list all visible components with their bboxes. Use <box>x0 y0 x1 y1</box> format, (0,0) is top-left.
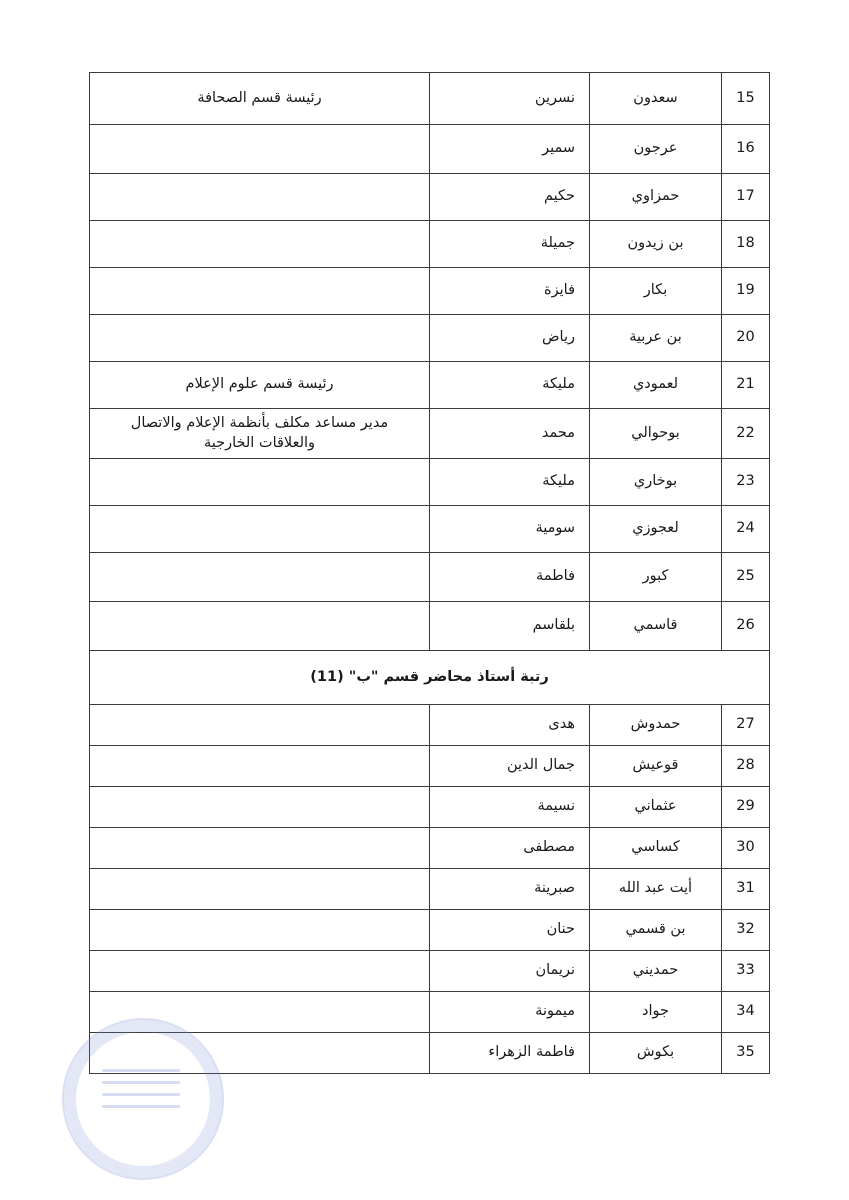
position-cell <box>90 268 430 315</box>
table-row <box>90 951 770 992</box>
last-name-cell: حمزاوي <box>590 174 722 221</box>
first-name-cell: سومية <box>430 506 590 553</box>
staff-table-body <box>90 73 770 1074</box>
first-name-cell: هدى <box>430 705 590 746</box>
row-number-cell: 33 <box>722 951 770 992</box>
table-row <box>90 315 770 362</box>
last-name-cell: بن قسمي <box>590 910 722 951</box>
last-name-cell: حمديني <box>590 951 722 992</box>
last-name-cell: قوعيش <box>590 746 722 787</box>
row-number-cell: 16 <box>722 125 770 174</box>
first-name-cell: حكيم <box>430 174 590 221</box>
last-name-cell: حمدوش <box>590 705 722 746</box>
table-row <box>90 459 770 506</box>
last-name-cell: بوخاري <box>590 459 722 506</box>
row-number-cell: 30 <box>722 828 770 869</box>
first-name-cell: نسرين <box>430 73 590 125</box>
row-number-cell: 22 <box>722 409 770 459</box>
last-name-cell: لعمودي <box>590 362 722 409</box>
first-name-cell: ميمونة <box>430 992 590 1033</box>
table-row <box>90 125 770 174</box>
table-row <box>90 992 770 1033</box>
first-name-cell: فايزة <box>430 268 590 315</box>
table-row <box>90 221 770 268</box>
first-name-cell: صبرينة <box>430 869 590 910</box>
position-cell <box>90 174 430 221</box>
section-row <box>90 651 770 705</box>
table-row <box>90 746 770 787</box>
row-number-cell: 28 <box>722 746 770 787</box>
last-name-cell: بكار <box>590 268 722 315</box>
first-name-cell: حنان <box>430 910 590 951</box>
last-name-cell: بن عربية <box>590 315 722 362</box>
position-cell: رئيسة قسم الصحافة <box>90 73 430 125</box>
position-cell <box>90 705 430 746</box>
position-cell: مدير مساعد مكلف بأنظمة الإعلام والاتصال والعلاقات الخارجية <box>90 409 430 459</box>
last-name-cell: لعجوزي <box>590 506 722 553</box>
last-name-cell: أيت عبد الله <box>590 869 722 910</box>
table-row <box>90 268 770 315</box>
last-name-cell: بكوش <box>590 1033 722 1074</box>
last-name-cell: بوحوالي <box>590 409 722 459</box>
position-cell <box>90 787 430 828</box>
row-number-cell: 19 <box>722 268 770 315</box>
position-cell <box>90 746 430 787</box>
row-number-cell: 15 <box>722 73 770 125</box>
first-name-cell: محمد <box>430 409 590 459</box>
first-name-cell: سمير <box>430 125 590 174</box>
first-name-cell: جمال الدين <box>430 746 590 787</box>
position-cell <box>90 602 430 651</box>
table-row <box>90 705 770 746</box>
row-number-cell: 23 <box>722 459 770 506</box>
last-name-cell: بن زيدون <box>590 221 722 268</box>
first-name-cell: نسيمة <box>430 787 590 828</box>
table-row <box>90 828 770 869</box>
last-name-cell: جواد <box>590 992 722 1033</box>
first-name-cell: جميلة <box>430 221 590 268</box>
table-row <box>90 409 770 459</box>
position-cell <box>90 315 430 362</box>
first-name-cell: بلقاسم <box>430 602 590 651</box>
table-row <box>90 910 770 951</box>
row-number-cell: 20 <box>722 315 770 362</box>
first-name-cell: نريمان <box>430 951 590 992</box>
official-stamp <box>62 1018 224 1180</box>
row-number-cell: 27 <box>722 705 770 746</box>
first-name-cell: مليكة <box>430 362 590 409</box>
row-number-cell: 35 <box>722 1033 770 1074</box>
position-cell <box>90 828 430 869</box>
table-row <box>90 174 770 221</box>
table-row <box>90 553 770 602</box>
row-number-cell: 34 <box>722 992 770 1033</box>
table-row <box>90 602 770 651</box>
position-cell <box>90 910 430 951</box>
table-row <box>90 869 770 910</box>
last-name-cell: سعدون <box>590 73 722 125</box>
last-name-cell: عثماني <box>590 787 722 828</box>
last-name-cell: قاسمي <box>590 602 722 651</box>
row-number-cell: 25 <box>722 553 770 602</box>
section-heading: رتبة أستاذ محاضر قسم "ب" (11) <box>90 651 770 705</box>
table-row <box>90 787 770 828</box>
position-cell <box>90 869 430 910</box>
position-cell <box>90 459 430 506</box>
staff-table <box>89 72 770 1074</box>
position-cell <box>90 506 430 553</box>
last-name-cell: عرجون <box>590 125 722 174</box>
row-number-cell: 32 <box>722 910 770 951</box>
table-row <box>90 506 770 553</box>
first-name-cell: مصطفى <box>430 828 590 869</box>
first-name-cell: فاطمة الزهراء <box>430 1033 590 1074</box>
last-name-cell: كساسي <box>590 828 722 869</box>
row-number-cell: 29 <box>722 787 770 828</box>
row-number-cell: 17 <box>722 174 770 221</box>
row-number-cell: 18 <box>722 221 770 268</box>
position-cell <box>90 951 430 992</box>
row-number-cell: 21 <box>722 362 770 409</box>
table-row <box>90 73 770 125</box>
first-name-cell: رياض <box>430 315 590 362</box>
row-number-cell: 26 <box>722 602 770 651</box>
first-name-cell: مليكة <box>430 459 590 506</box>
table-row <box>90 362 770 409</box>
position-cell <box>90 553 430 602</box>
last-name-cell: كبور <box>590 553 722 602</box>
position-cell: رئيسة قسم علوم الإعلام <box>90 362 430 409</box>
row-number-cell: 31 <box>722 869 770 910</box>
row-number-cell: 24 <box>722 506 770 553</box>
position-cell <box>90 221 430 268</box>
position-cell <box>90 125 430 174</box>
first-name-cell: فاطمة <box>430 553 590 602</box>
